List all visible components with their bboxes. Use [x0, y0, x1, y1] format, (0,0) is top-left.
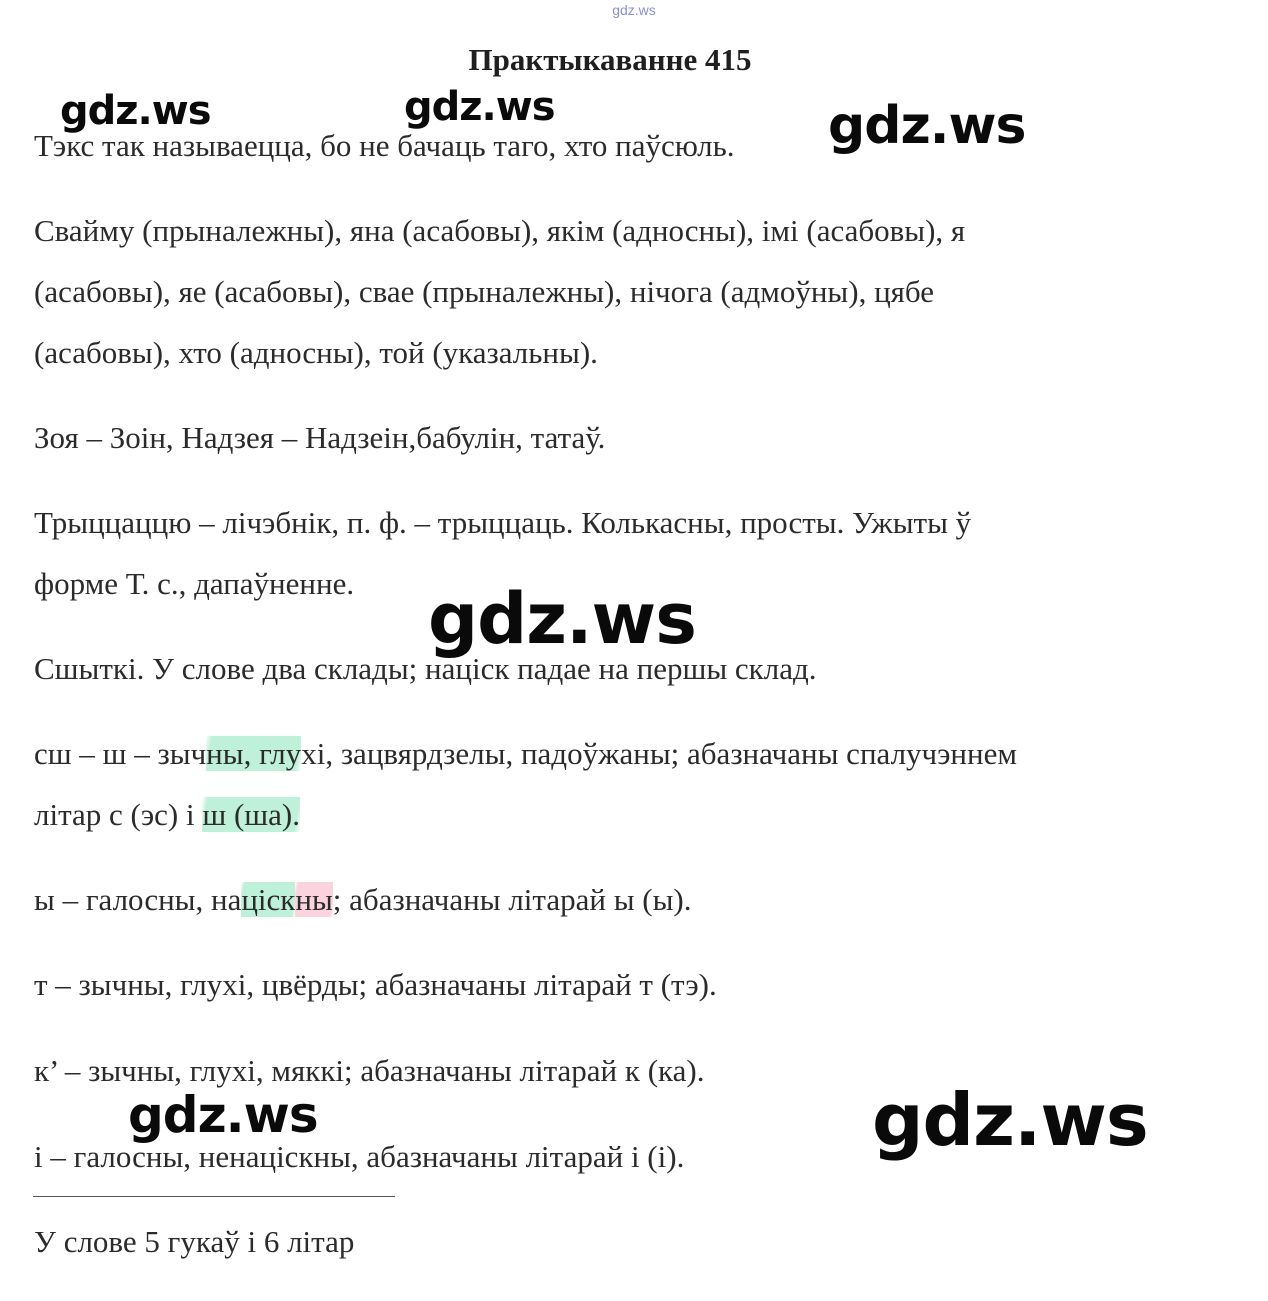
- highlight-green: ш (ша).: [202, 797, 301, 832]
- watermark: gdz.ws: [428, 578, 696, 660]
- paragraph-6-line-2: [34, 784, 1234, 845]
- highlight-green: ны, глу: [206, 736, 302, 771]
- text-segment: ы – галосны, на: [34, 882, 242, 917]
- watermark: gdz.ws: [872, 1078, 1148, 1162]
- text-segment: сш – ш – зыч: [34, 736, 207, 771]
- footnote-divider: [33, 1196, 395, 1197]
- paragraph-2-line-2: (асабовы), яе (асабовы), свае (прыналежны), нічога (адмоўны), цябе: [34, 274, 935, 309]
- site-mark: gdz.ws: [612, 2, 656, 18]
- watermark: gdz.ws: [128, 1086, 318, 1144]
- watermark: gdz.ws: [828, 96, 1026, 156]
- text-segment: літар с (эс) і: [34, 797, 203, 832]
- paragraph-4-line-2: форме Т. с., дапаўненне.: [34, 566, 355, 601]
- watermark: gdz.ws: [60, 88, 211, 134]
- paragraph-1: Тэкс так называецца, бо не бачаць таго, хто паўсюль.: [34, 128, 735, 163]
- text-segment: хі, зацвярдзелы, падоўжаны; абазначаны спалучэннем: [301, 736, 1017, 771]
- paragraph-3: Зоя – Зоін, Надзея – Надзеін,бабулін, татаў.: [34, 420, 606, 455]
- paragraph-2-line-3: (асабовы), хто (адносны), той (указальны).: [34, 335, 598, 370]
- highlight-pink: ны: [295, 882, 333, 917]
- paragraph-10: і – галосны, ненаціскны, абазначаны літарай і (і).: [34, 1139, 685, 1174]
- paragraph-2-line-1: Свайму (прыналежны), яна (асабовы), якім (адносны), імі (асабовы), я: [34, 213, 966, 248]
- paragraph-9: к’ – зычны, глухі, мяккі; абазначаны літарай к (ка).: [34, 1053, 705, 1088]
- highlight-green: ціск: [241, 882, 296, 917]
- footnote: У слове 5 гукаў і 6 літар: [34, 1224, 355, 1259]
- watermark: gdz.ws: [404, 84, 555, 130]
- paragraph-4-line-1: Трыццаццю – лічэбнік, п. ф. – трыццаць. Колькасны, просты. Ужыты ў: [34, 505, 972, 540]
- paragraph-7: [34, 869, 1234, 930]
- paragraph-6-line-1: [34, 723, 1234, 784]
- paragraph-8: т – зычны, глухі, цвёрды; абазначаны літарай т (тэ).: [34, 967, 717, 1002]
- paragraph-5: Сшыткі. У слове два склады; націск падае на першы склад.: [34, 651, 817, 686]
- text-segment: ; абазначаны літарай ы (ы).: [332, 882, 692, 917]
- page-title: Практыкаванне 415: [468, 42, 752, 77]
